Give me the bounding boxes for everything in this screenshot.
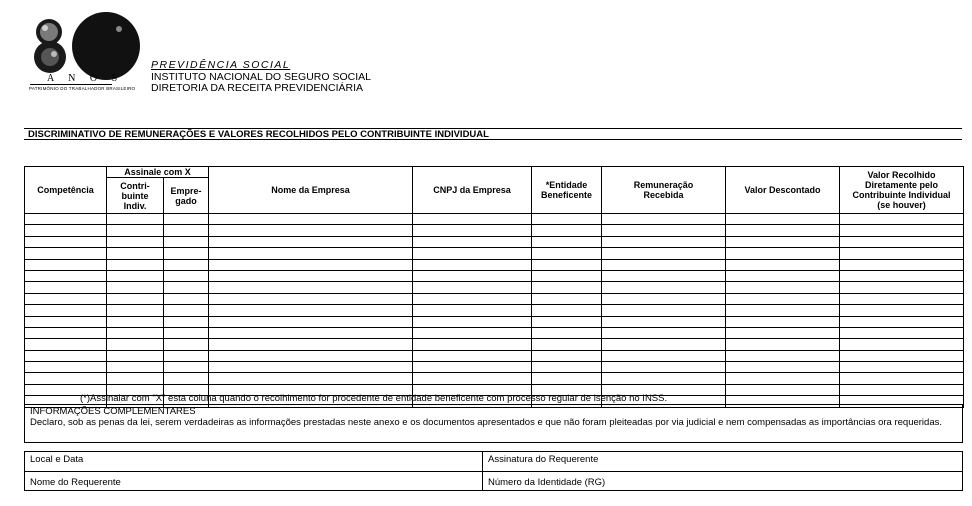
table-cell[interactable] bbox=[413, 236, 532, 247]
table-cell[interactable] bbox=[840, 282, 964, 293]
table-cell[interactable] bbox=[840, 293, 964, 304]
table-row bbox=[25, 327, 964, 338]
table-cell[interactable] bbox=[840, 316, 964, 327]
table-cell[interactable] bbox=[25, 225, 107, 236]
table-cell[interactable] bbox=[164, 225, 209, 236]
table-cell[interactable] bbox=[107, 225, 164, 236]
table-cell[interactable] bbox=[25, 316, 107, 327]
table-cell[interactable] bbox=[107, 350, 164, 361]
table-cell[interactable] bbox=[25, 248, 107, 259]
table-cell[interactable] bbox=[164, 327, 209, 338]
header-valor-descontado: Valor Descontado bbox=[726, 167, 840, 214]
table-row bbox=[25, 316, 964, 327]
table-cell[interactable] bbox=[25, 339, 107, 350]
table-cell[interactable] bbox=[107, 259, 164, 270]
table-cell[interactable] bbox=[532, 248, 602, 259]
header-remuneracao: Remuneração Recebida bbox=[602, 167, 726, 214]
table-cell[interactable] bbox=[602, 350, 726, 361]
table-cell[interactable] bbox=[726, 316, 840, 327]
table-cell[interactable] bbox=[532, 236, 602, 247]
table-cell[interactable] bbox=[25, 293, 107, 304]
table-cell[interactable] bbox=[164, 236, 209, 247]
table-cell[interactable] bbox=[726, 236, 840, 247]
table-cell[interactable] bbox=[602, 305, 726, 316]
table-cell[interactable] bbox=[532, 305, 602, 316]
table-cell[interactable] bbox=[413, 270, 532, 281]
table-cell[interactable] bbox=[209, 339, 413, 350]
rg-label: Número da Identidade (RG) bbox=[488, 477, 606, 488]
table-row bbox=[25, 248, 964, 259]
table-cell[interactable] bbox=[602, 270, 726, 281]
table-cell[interactable] bbox=[107, 214, 164, 225]
table-cell[interactable] bbox=[840, 350, 964, 361]
table-cell[interactable] bbox=[602, 236, 726, 247]
header-assinale: Assinale com X bbox=[107, 167, 209, 178]
table-cell[interactable] bbox=[107, 316, 164, 327]
table-cell[interactable] bbox=[726, 259, 840, 270]
table-cell[interactable] bbox=[107, 373, 164, 384]
table-cell[interactable] bbox=[25, 350, 107, 361]
table-cell[interactable] bbox=[532, 373, 602, 384]
table-cell[interactable] bbox=[209, 214, 413, 225]
table-cell[interactable] bbox=[25, 270, 107, 281]
table-cell[interactable] bbox=[25, 373, 107, 384]
table-row bbox=[25, 339, 964, 350]
header-competencia: Competência bbox=[25, 167, 107, 214]
table-cell[interactable] bbox=[726, 305, 840, 316]
table-cell[interactable] bbox=[602, 214, 726, 225]
table-cell[interactable] bbox=[413, 327, 532, 338]
table-cell[interactable] bbox=[25, 236, 107, 247]
table-cell[interactable] bbox=[209, 259, 413, 270]
table-cell[interactable] bbox=[840, 384, 964, 395]
header-cnpj: CNPJ da Empresa bbox=[413, 167, 532, 214]
table-cell[interactable] bbox=[532, 316, 602, 327]
table-row bbox=[25, 373, 964, 384]
nome-requerente-field[interactable] bbox=[25, 472, 483, 490]
table-cell[interactable] bbox=[413, 316, 532, 327]
table-cell[interactable] bbox=[532, 350, 602, 361]
table-cell[interactable] bbox=[209, 362, 413, 373]
table-cell[interactable] bbox=[413, 293, 532, 304]
table-cell[interactable] bbox=[840, 270, 964, 281]
table-cell[interactable] bbox=[726, 270, 840, 281]
table-row bbox=[25, 225, 964, 236]
table-cell[interactable] bbox=[164, 214, 209, 225]
info-heading: INFORMAÇÕES COMPLEMENTARES bbox=[30, 406, 196, 417]
zero-digit-icon bbox=[72, 12, 140, 80]
table-cell[interactable] bbox=[532, 339, 602, 350]
table-cell[interactable] bbox=[413, 362, 532, 373]
table-cell[interactable] bbox=[209, 305, 413, 316]
table-cell[interactable] bbox=[726, 373, 840, 384]
table-cell[interactable] bbox=[840, 259, 964, 270]
table-cell[interactable] bbox=[602, 293, 726, 304]
table-cell[interactable] bbox=[726, 293, 840, 304]
header-empregado: Empre- gado bbox=[164, 178, 209, 214]
table-cell[interactable] bbox=[164, 270, 209, 281]
table-row bbox=[25, 282, 964, 293]
table-cell[interactable] bbox=[164, 373, 209, 384]
table-cell[interactable] bbox=[532, 214, 602, 225]
remuneration-table bbox=[24, 166, 964, 408]
local-data-field[interactable] bbox=[25, 452, 483, 472]
table-cell[interactable] bbox=[726, 327, 840, 338]
table-cell[interactable] bbox=[107, 270, 164, 281]
table-cell[interactable] bbox=[164, 259, 209, 270]
eight-digit-icon bbox=[34, 19, 66, 73]
header-line-instituto: INSTITUTO NACIONAL DO SEGURO SOCIAL bbox=[151, 70, 371, 83]
table-cell[interactable] bbox=[164, 350, 209, 361]
table-cell[interactable] bbox=[107, 236, 164, 247]
table-cell[interactable] bbox=[726, 339, 840, 350]
table-row bbox=[25, 214, 964, 225]
header-entidade: *Entidade Beneficente bbox=[532, 167, 602, 214]
table-cell[interactable] bbox=[25, 362, 107, 373]
assinatura-label: Assinatura do Requerente bbox=[488, 454, 599, 465]
table-cell[interactable] bbox=[726, 225, 840, 236]
table-cell[interactable] bbox=[532, 270, 602, 281]
table-row bbox=[25, 259, 964, 270]
table-row bbox=[25, 362, 964, 373]
nome-requerente-label: Nome do Requerente bbox=[30, 477, 121, 488]
logo-anos-text: A N O S bbox=[47, 73, 124, 84]
table-cell[interactable] bbox=[840, 248, 964, 259]
table-cell[interactable] bbox=[602, 282, 726, 293]
table-cell[interactable] bbox=[107, 293, 164, 304]
table-cell[interactable] bbox=[602, 248, 726, 259]
header-valor-recolhido: Valor Recolhido Diretamente pelo Contribuinte Individual (se houver) bbox=[840, 167, 964, 214]
table-cell[interactable] bbox=[164, 339, 209, 350]
informacoes-complementares bbox=[24, 404, 963, 443]
table-cell[interactable] bbox=[107, 327, 164, 338]
rg-field[interactable] bbox=[483, 472, 962, 490]
table-cell[interactable] bbox=[413, 225, 532, 236]
table-cell[interactable] bbox=[413, 373, 532, 384]
table-cell[interactable] bbox=[164, 316, 209, 327]
table-row bbox=[25, 293, 964, 304]
table-cell[interactable] bbox=[602, 259, 726, 270]
table-cell[interactable] bbox=[840, 214, 964, 225]
table-cell[interactable] bbox=[840, 373, 964, 384]
table-cell[interactable] bbox=[532, 293, 602, 304]
table-cell[interactable] bbox=[164, 248, 209, 259]
assinatura-field[interactable] bbox=[483, 452, 962, 472]
table-cell[interactable] bbox=[532, 327, 602, 338]
info-declaration: Declaro, sob as penas da lei, serem verdadeiras as informações prestadas neste anexo e os documentos apresentados e que não foram pleiteadas por via judicial e nem compensadas as importâncias ora requeridas. bbox=[30, 417, 942, 428]
table-cell[interactable] bbox=[209, 282, 413, 293]
table-cell[interactable] bbox=[209, 225, 413, 236]
table-cell[interactable] bbox=[840, 225, 964, 236]
table-cell[interactable] bbox=[25, 214, 107, 225]
table-cell[interactable] bbox=[726, 362, 840, 373]
table-cell[interactable] bbox=[726, 384, 840, 395]
table-cell[interactable] bbox=[840, 362, 964, 373]
table-cell[interactable] bbox=[107, 362, 164, 373]
table-cell[interactable] bbox=[602, 373, 726, 384]
table-cell[interactable] bbox=[107, 305, 164, 316]
table-cell[interactable] bbox=[413, 248, 532, 259]
table-cell[interactable] bbox=[602, 327, 726, 338]
table-cell[interactable] bbox=[164, 362, 209, 373]
local-data-label: Local e Data bbox=[30, 454, 84, 465]
table-cell[interactable] bbox=[532, 282, 602, 293]
table-cell[interactable] bbox=[840, 339, 964, 350]
table-cell[interactable] bbox=[413, 282, 532, 293]
table-cell[interactable] bbox=[164, 305, 209, 316]
table-cell[interactable] bbox=[413, 214, 532, 225]
table-cell[interactable] bbox=[107, 282, 164, 293]
table-row bbox=[25, 305, 964, 316]
table-cell[interactable] bbox=[840, 236, 964, 247]
header-line-previdencia: PREVIDÊNCIA SOCIAL bbox=[151, 59, 291, 71]
table-cell[interactable] bbox=[532, 362, 602, 373]
signature-block bbox=[24, 451, 963, 491]
table-cell[interactable] bbox=[164, 293, 209, 304]
header-nome-empresa: Nome da Empresa bbox=[209, 167, 413, 214]
table-cell[interactable] bbox=[532, 259, 602, 270]
table-cell[interactable] bbox=[602, 316, 726, 327]
table-cell[interactable] bbox=[413, 350, 532, 361]
table-cell[interactable] bbox=[25, 282, 107, 293]
table-cell[interactable] bbox=[413, 339, 532, 350]
table-cell[interactable] bbox=[25, 305, 107, 316]
logo-caption: PATRIMÔNIO DO TRABALHADOR BRASILEIRO bbox=[29, 86, 136, 91]
table-cell[interactable] bbox=[840, 305, 964, 316]
table-cell[interactable] bbox=[209, 270, 413, 281]
table-cell[interactable] bbox=[164, 282, 209, 293]
header-contribuinte: Contri- buinte Indiv. bbox=[107, 178, 164, 214]
table-cell[interactable] bbox=[602, 362, 726, 373]
table-cell[interactable] bbox=[726, 214, 840, 225]
table-cell[interactable] bbox=[209, 316, 413, 327]
table-cell[interactable] bbox=[532, 225, 602, 236]
table-cell[interactable] bbox=[602, 339, 726, 350]
table-cell[interactable] bbox=[209, 248, 413, 259]
table-cell[interactable] bbox=[726, 248, 840, 259]
table-body bbox=[25, 214, 964, 408]
table-cell[interactable] bbox=[209, 373, 413, 384]
table-row bbox=[25, 350, 964, 361]
footnote: (*)Assinalar com "X" esta coluna quando o recolhimento for procedente de entidade beneficente com processo regular de isenção no INSS. bbox=[80, 393, 668, 404]
form-title: DISCRIMINATIVO DE REMUNERAÇÕES E VALORES RECOLHIDOS PELO CONTRIBUINTE INDIVIDUAL bbox=[24, 128, 962, 140]
table-cell[interactable] bbox=[840, 327, 964, 338]
table-cell[interactable] bbox=[209, 293, 413, 304]
header-line-diretoria: DIRETORIA DA RECEITA PREVIDENCIÁRIA bbox=[151, 82, 363, 94]
table-cell[interactable] bbox=[25, 327, 107, 338]
table-row bbox=[25, 270, 964, 281]
table-cell[interactable] bbox=[602, 225, 726, 236]
table-cell[interactable] bbox=[209, 236, 413, 247]
table-cell[interactable] bbox=[726, 282, 840, 293]
table-cell[interactable] bbox=[726, 350, 840, 361]
table-cell[interactable] bbox=[107, 339, 164, 350]
table-cell[interactable] bbox=[413, 259, 532, 270]
table-cell[interactable] bbox=[413, 305, 532, 316]
table-row bbox=[25, 236, 964, 247]
agency-header bbox=[151, 60, 371, 95]
logo-divider bbox=[30, 84, 112, 85]
table-cell[interactable] bbox=[25, 259, 107, 270]
table-cell[interactable] bbox=[209, 327, 413, 338]
table-cell[interactable] bbox=[107, 248, 164, 259]
table-cell[interactable] bbox=[209, 350, 413, 361]
